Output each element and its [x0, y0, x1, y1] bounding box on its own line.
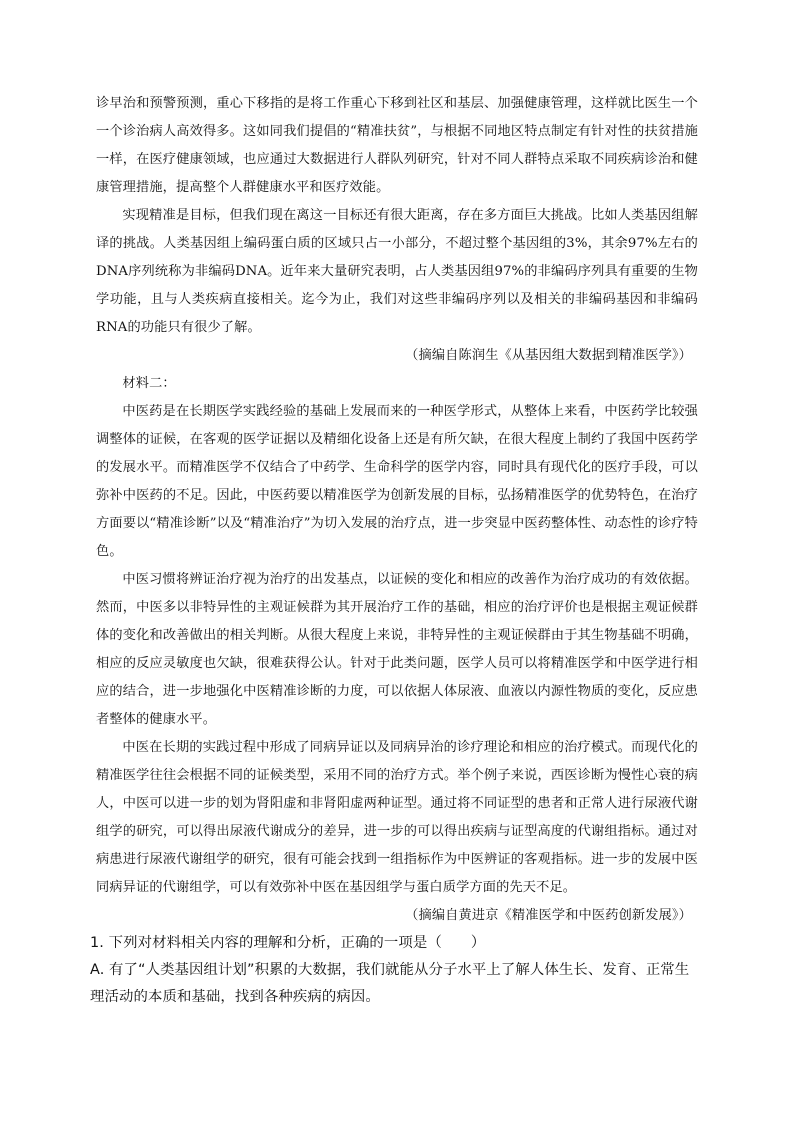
material-two-heading: 材料二： — [122, 376, 176, 391]
paragraph-tcm-metabolomics: 中医在长期的实践过程中形成了同病异证以及同病异治的诊疗理论和相应的治疗模式。而现代化的精准医学往往会根据不同的证候类型，采用不同的治疗方式。举个例子来说，西医诊断为慢性心衰的病人，中医可以进一步的划为肾阳虚和非肾阳虚两种证型。通过将不同证型的患者和正常人进行尿液代谢组学的研究，可以得出尿液代谢成分的差异，进一步的可以得出疾病与证型高度的代谢组指标。通过对病患进行尿液代谢组学的研究，很有可能会找到一组指标作为中医辨证的客观指标。进一步的发展中医同病异证的代谢组学，可以有效弥补中医在基因组学与蛋白质学方面的先天不足。 — [96, 740, 698, 895]
paragraph-challenge: 实现精准是目标，但我们现在离这一目标还有很大距离，存在多方面巨大挑战。比如人类基因组解译的挑战。人类基因组上编码蛋白质的区域只占一小部分，不超过整个基因组的3%，其余97%左右的DNA序列统称为非编码DNA。近年来大量研究表明，占人类基因组97%的非编码序列具有重要的生物学功能，且与人类疾病直接相关。迄今为止，我们对这些非编码序列以及相关的非编码基因和非编码RNA的功能只有很少了解。 — [96, 208, 698, 335]
paragraph-continuation: 诊早治和预警预测，重心下移指的是将工作重心下移到社区和基层、加强健康管理，这样就比医生一个一个诊治病人高效得多。这如同我们提倡的“精准扶贫”，与根据不同地区特点制定有针对性的扶贫措施一样，在医疗健康领域，也应通过大数据进行人群队列研究，针对不同人群特点采取不同疾病诊治和健康管理措施，提高整个人群健康水平和医疗效能。 — [96, 96, 698, 195]
paragraph-tcm-overview: 中医药是在长期医学实践经验的基础上发展而来的一种医学形式，从整体上来看，中医药学比较强调整体的证候，在客观的医学证据以及精细化设备上还是有所欠缺，在很大程度上制约了我国中医药学的发展水平。而精准医学不仅结合了中药学、生命科学的医学内容，同时具有现代化的医疗手段，可以弥补中医药的不足。因此，中医药要以精准医学为创新发展的目标，弘扬精准医学的优势特色，在治疗方面要以“精准诊断”以及“精准治疗”为切入发展的治疗点，进一步突显中医药整体性、动态性的诊疗特色。 — [96, 404, 698, 559]
document-page — [90, 90, 698, 1011]
paragraph-tcm-syndrome: 中医习惯将辨证治疗视为治疗的出发基点，以证候的变化和相应的改善作为治疗成功的有效依据。然而，中医多以非特异性的主观证候群为其开展治疗工作的基础，相应的治疗评价也是根据主观证候群体的变化和改善做出的相关判断。从很大程度上来说，非特异性的主观证候群由于其生物基础不明确，相应的反应灵敏度也欠缺，很难获得公认。针对于此类问题，医学人员可以将精准医学和中医学进行相应的结合，进一步地强化中医精准诊断的力度，可以依据人体尿液、血液以内源性物质的变化，反应患者整体的健康水平。 — [96, 572, 698, 727]
source-citation-two: （摘编自黄进京《精准医学和中医药创新发展》） — [405, 908, 692, 923]
question-block — [90, 930, 702, 1011]
source-citation-one: （摘编自陈润生《从基因组大数据到精准医学》） — [405, 348, 692, 363]
question-option-a: A. 有了“人类基因组计划”积累的大数据，我们就能从分子水平上了解人体生长、发育、正常生理活动的本质和基础，找到各种疾病的病因。 — [90, 962, 690, 1005]
question-stem: 1. 下列对材料相关内容的理解和分析，正确的一项是（ ） — [90, 935, 486, 951]
